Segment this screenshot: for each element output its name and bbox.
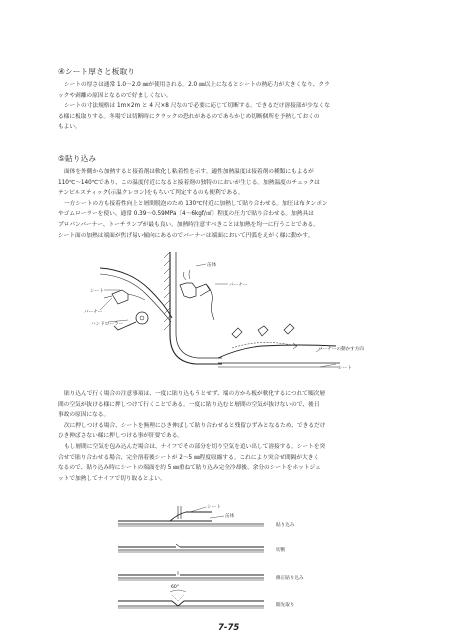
section5b-line: 次に押しつける場合、シートを無理にひき伸ばして貼り合わせると残留ひずみとなるため、できるだけ [64, 422, 326, 429]
label-body: 缶体 [207, 263, 217, 268]
section5-line: やゴムローラーを使い、通常 0.39～0.59MPa〔4～6kgf/㎠〕程度の圧力で貼り合わせる。加熱具は [58, 211, 314, 218]
section5b-line: もし層間に空気を包み込んだ場合は、ナイフでその部分を切り空気を追い出して溶接する。シートを突 [64, 443, 326, 450]
label-angle: 60° [171, 585, 180, 590]
section5b-line: 事故の原因になる。 [58, 412, 110, 419]
section5-line: プロパンバーナー、トーチランプが最も良い。加熱時注意すべきことは加熱を均一に行うことである。 [58, 221, 319, 228]
label-burner-direction: バーナーの動かす方向 [318, 347, 364, 352]
section4-line: シートの厚さは通常 1.0～2.0 ㎜が使用される。2.0 ㎜以上になるとシートの熱応力が大きくなり、クラ [64, 82, 330, 88]
section5b-line: なるので、貼り込み時にシートの端面を約 5 ㎜重ねて貼り込み完全冷却後、余分のシートをホットジェ [58, 465, 321, 472]
section5b-line: ひき伸ばさない様に押しつける事が肝要である。 [58, 433, 184, 440]
label-fig2-body: 缶体 [225, 514, 235, 519]
label-fig2-sheet: シート [207, 505, 221, 510]
label-step-cut: 切断 [276, 548, 286, 553]
section5-title: ⑤貼り込み [58, 154, 97, 163]
section5b-line: 間の空気が抜ける様に押しつけて行くことである。一度に貼り込むと層間の空気が抜けないので、後日 [58, 401, 320, 408]
label-sheet: シート [90, 289, 104, 294]
label-step-groove: 開先取り [276, 603, 295, 608]
section4-line: ックや剥離の原因となるので好ましくない。 [58, 92, 172, 99]
section5-line: 一方シートの方も接着性向上と層間脱泡のため 130℃付近に加熱して貼り合わせる。加圧は布タンポン [64, 200, 328, 207]
section4-line: シートの寸法規格は 1m×2m と 4 尺×8 尺なので必要に応じて切断する。できるだけ溶接部が少なくな [64, 103, 330, 110]
section5-line: 面体を外側から加熱すると接着剤は軟化し粘着性を示す。適性加熱温度は接着剤の種類にもよるが [64, 169, 314, 175]
label-step-paste: 貼り込み [276, 523, 295, 528]
section4-title: ④シート厚さと板取り [58, 67, 136, 76]
label-step-correct: 修正貼り込み [276, 576, 304, 581]
section5b-line: ットで加熱してナイフで切り取るとよい。 [58, 475, 166, 482]
section4-line: もよい。 [58, 124, 81, 131]
label-hand-roller: ハンドローラー [91, 322, 124, 327]
section5b-line: 貼り込んで行く場合の注意事項は、一度に貼り込もうとせず、端の方から板が軟化するにつれて順次層 [64, 391, 326, 397]
section5-line: シート面の加熱は端面が焦げ易い傾向にあるのでバーナーは端面において円弧をえがく様に動かす。 [58, 232, 314, 239]
section5b-line: 合せで貼り合わせる場合、完全溶着後シートが 2～5 ㎜程度収縮する。これにより突合せ間隔が大きく [58, 454, 320, 461]
section5-line: テンピルスティック(示温クレヨン)をもちいて判定するのも便利である。 [58, 190, 244, 197]
label-burner-top: バーナー [229, 283, 248, 288]
page-number: 7-75 [218, 623, 240, 633]
section5-line: 110℃～140℃であり、この温度付近になると接着剤の独特のにおいが生じる。加熱温度のチェックは [58, 179, 320, 186]
section4-line: る様に板取りする。冬場では切断時にクラックの恐れがあるのであらかじめ切断個所を予熱しておくの [58, 113, 320, 120]
label-burner-left: バーナー [84, 310, 103, 315]
label-sheet-right: シート [338, 366, 352, 371]
